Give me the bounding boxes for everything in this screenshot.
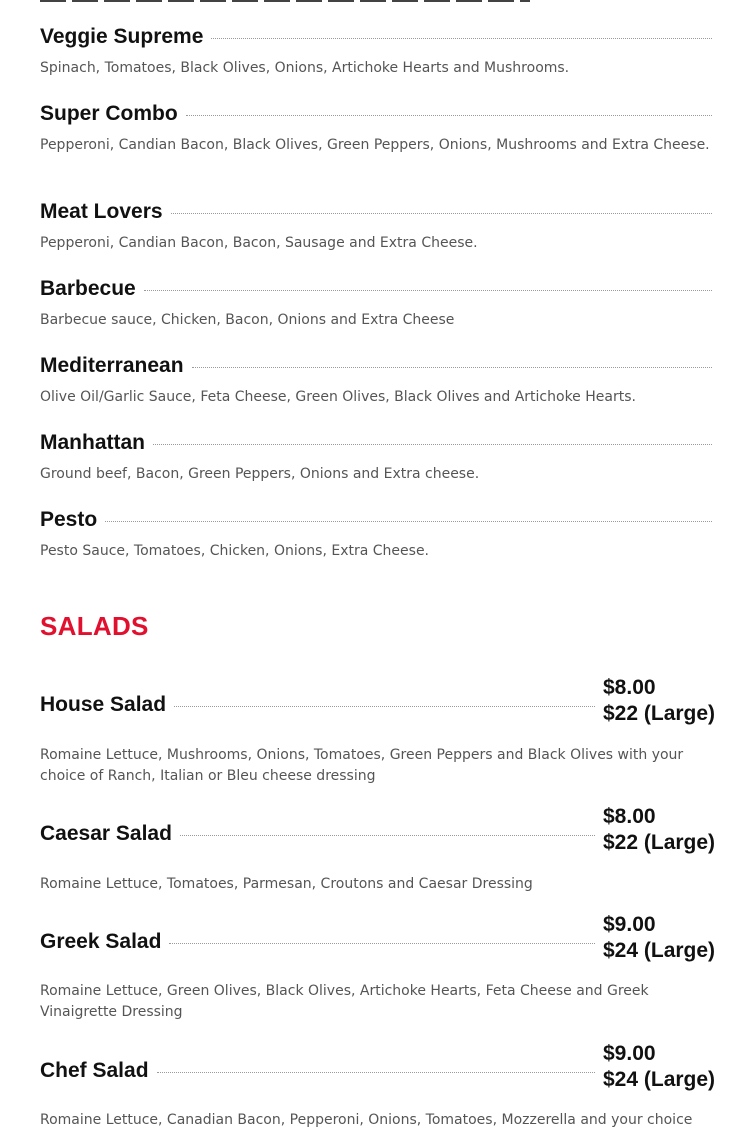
salad-prices [603, 912, 715, 964]
price-regular: $8.00 [603, 805, 656, 828]
dotted-leader [174, 706, 595, 707]
price-large: $24 (Large) [603, 939, 716, 962]
salad-item-caesar [40, 804, 720, 892]
menu-item-name: Mediterranean [40, 354, 184, 377]
price-large: $22 (Large) [603, 831, 716, 854]
salad-description: Romaine Lettuce, Mushrooms, Onions, Tomatoes, Green Peppers and Black Olives with your choice of Ranch, Italian or Bleu cheese dressing [40, 747, 684, 784]
dotted-leader [192, 367, 712, 368]
menu-item-name: Super Combo [40, 102, 178, 125]
menu-item-description: Pepperoni, Candian Bacon, Black Olives, Green Peppers, Onions, Mushrooms and Extra Cheese. [40, 137, 710, 153]
salad-item-house [40, 675, 720, 784]
dotted-leader [169, 943, 595, 944]
dotted-leader [180, 835, 595, 836]
salad-name: House Salad [40, 693, 167, 716]
dotted-leader [186, 115, 712, 116]
salad-item-greek [40, 912, 720, 1020]
menu-item-description: Ground beef, Bacon, Green Peppers, Onions and Extra cheese. [40, 466, 480, 482]
dotted-leader [144, 290, 712, 291]
menu-item-pesto [40, 505, 712, 562]
menu-item-name: Pesto [40, 508, 98, 531]
menu-item-super-combo [40, 99, 712, 156]
menu-item-description: Pesto Sauce, Tomatoes, Chicken, Onions, Extra Cheese. [40, 543, 430, 559]
section-heading-salads: SALADS [40, 611, 149, 641]
salad-name: Greek Salad [40, 930, 162, 953]
menu-item-mediterranean [40, 351, 712, 408]
menu-item-description: Barbecue sauce, Chicken, Bacon, Onions and Extra Cheese [40, 312, 455, 328]
dotted-leader [211, 38, 712, 39]
menu-item-barbecue [40, 274, 712, 331]
menu-item-description: Olive Oil/Garlic Sauce, Feta Cheese, Green Olives, Black Olives and Artichoke Hearts. [40, 389, 636, 405]
salad-prices [603, 804, 715, 856]
menu-item-description: Spinach, Tomatoes, Black Olives, Onions, Artichoke Hearts and Mushrooms. [40, 60, 570, 76]
price-regular: $9.00 [603, 1042, 656, 1065]
menu-item-name: Veggie Supreme [40, 25, 204, 48]
menu-item-name: Manhattan [40, 431, 145, 454]
price-large: $22 (Large) [603, 702, 716, 725]
price-large: $24 (Large) [603, 1068, 716, 1091]
salad-prices [603, 1041, 715, 1093]
menu-item-description: Pepperoni, Candian Bacon, Bacon, Sausage and Extra Cheese. [40, 235, 478, 251]
menu-item-name: Barbecue [40, 277, 136, 300]
dotted-leader [153, 444, 712, 445]
salad-item-chef [40, 1041, 720, 1128]
menu-item-veggie-supreme [40, 22, 712, 79]
salad-name: Caesar Salad [40, 822, 172, 845]
salad-prices [603, 675, 715, 727]
dotted-leader [157, 1072, 595, 1073]
salad-name: Chef Salad [40, 1059, 149, 1082]
salad-description: Romaine Lettuce, Tomatoes, Parmesan, Croutons and Caesar Dressing [40, 876, 533, 892]
dotted-leader [105, 521, 712, 522]
price-regular: $9.00 [603, 913, 656, 936]
salad-description: Romaine Lettuce, Green Olives, Black Olives, Artichoke Hearts, Feta Cheese and Greek Vinaigrette Dressing [40, 983, 649, 1020]
price-regular: $8.00 [603, 676, 656, 699]
salad-description: Romaine Lettuce, Canadian Bacon, Pepperoni, Onions, Tomatoes, Mozzerella and your choice [40, 1112, 693, 1128]
menu-item-meat-lovers [40, 197, 712, 254]
dotted-leader [171, 213, 712, 214]
menu-item-manhattan [40, 428, 712, 485]
cut-off-previous-text [40, 0, 530, 2]
menu-item-name: Meat Lovers [40, 200, 163, 223]
